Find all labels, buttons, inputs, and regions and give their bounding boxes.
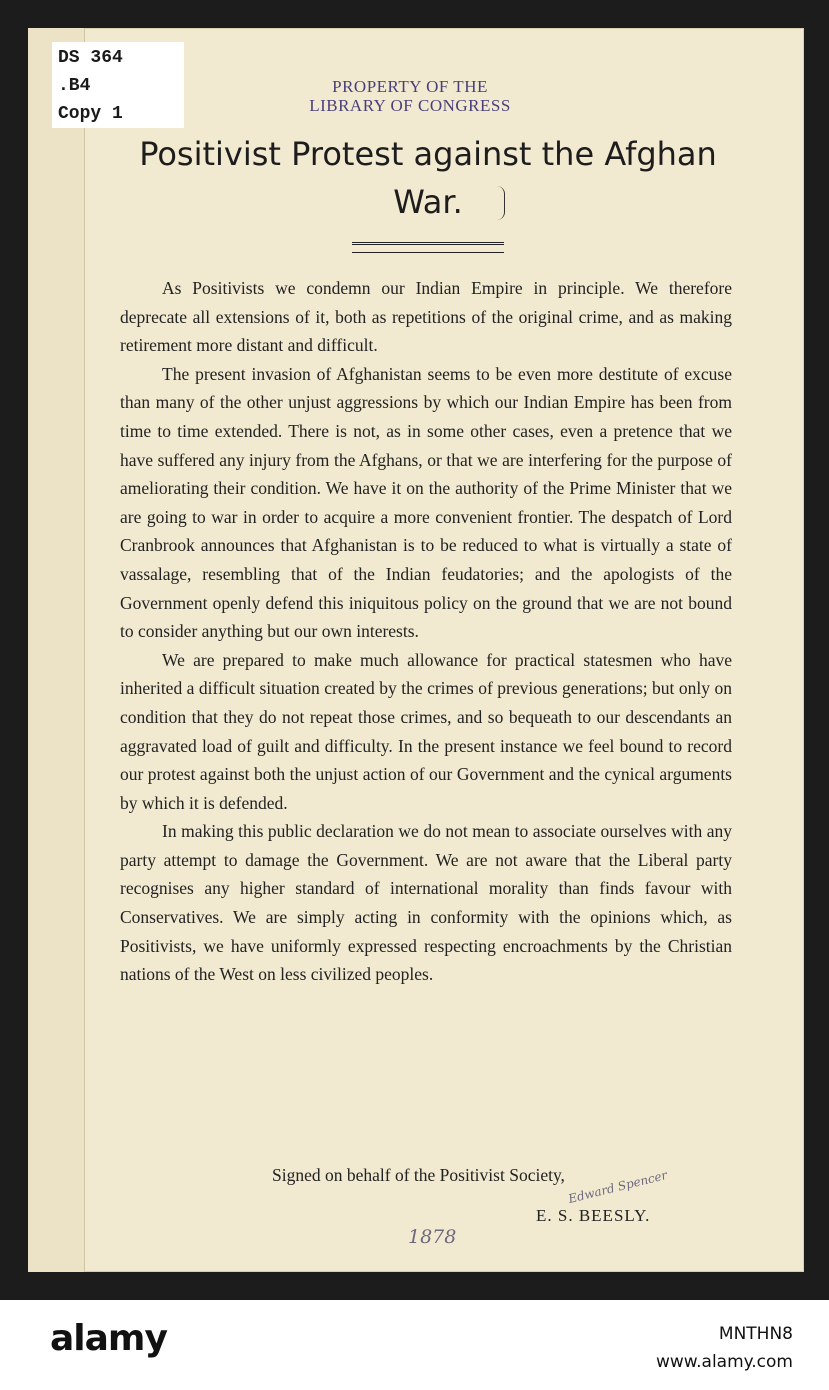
library-stamp xyxy=(220,77,600,115)
title-line: War. xyxy=(393,183,463,221)
title-line: Positivist Protest against the Afghan xyxy=(139,135,717,173)
binding-spine xyxy=(28,28,85,1272)
signatory-name: E. S. BEESLY. xyxy=(536,1206,651,1225)
pencil-mark xyxy=(494,186,505,220)
stamp-line: LIBRARY OF CONGRESS xyxy=(309,96,511,115)
watermark-site: www.alamy.com xyxy=(655,1352,793,1372)
watermark-bar xyxy=(0,1300,829,1390)
stamp-line: PROPERTY OF THE xyxy=(332,77,488,96)
call-number-line: DS 364 xyxy=(58,48,123,68)
watermark-info xyxy=(656,1320,793,1376)
image-id: MNTHN8 xyxy=(718,1324,793,1344)
handwritten-name: Edward Spencer xyxy=(566,1167,669,1207)
document-body xyxy=(120,274,732,989)
call-number-line: .B4 xyxy=(58,76,91,96)
call-number-label xyxy=(52,42,184,128)
paragraph: As Positivists we condemn our Indian Empire in principle. We therefore deprecate all extensions of it, both as repetitions of the original crime, and as making retirement more distant and difficult. xyxy=(120,278,732,356)
watermark-logo: alamy xyxy=(50,1318,167,1359)
paragraph: We are prepared to make much allowance for practical statesmen who have inherited a difficult situation created by the crimes of previous generations; but only on condition that they do not repeat those crimes, and so bequeath to our descendants an aggravated load of guilt and difficulty. In the present instance we feel bound to record our protest against both the unjust action of our Government and the cynical arguments by which it is defended. xyxy=(120,649,732,813)
paragraph: The present invasion of Afghanistan seems to be even more destitute of excuse than many of the other unjust aggressions by which our Indian Empire has been from time to time extended. There is not, as in some other cases, even a pretence that we have suffered any injury from the Afghans, or that we are interfering for the purpose of ameliorating their condition. We have it on the authority of the Prime Minister that we are going to war in order to acquire a more convenient frontier. The despatch of Lord Cranbrook announces that Afghanistan is to be reduced to what is virtually a state of vassalage, resembling that of the Indian feudatories; and the apologists of the Government openly defend this iniquitous policy on the ground that we are not bound to consider anything but our own interests. xyxy=(120,363,732,642)
handwritten-year: 1878 xyxy=(408,1226,457,1248)
title-rule xyxy=(352,242,504,253)
call-number-line: Copy 1 xyxy=(58,104,123,124)
document-title xyxy=(108,130,748,226)
signature-line: Signed on behalf of the Positivist Society, xyxy=(272,1165,565,1185)
paragraph: In making this public declaration we do not mean to associate ourselves with any party attempt to damage the Government. We are not aware that the Liberal party recognises any higher standard of international morality than finds favour with Conservatives. We are simply acting in conformity with the opinions which, as Positivists, we have uniformly expressed respecting encroachments by the Christian nations of the West on less civilized peoples. xyxy=(120,821,732,985)
